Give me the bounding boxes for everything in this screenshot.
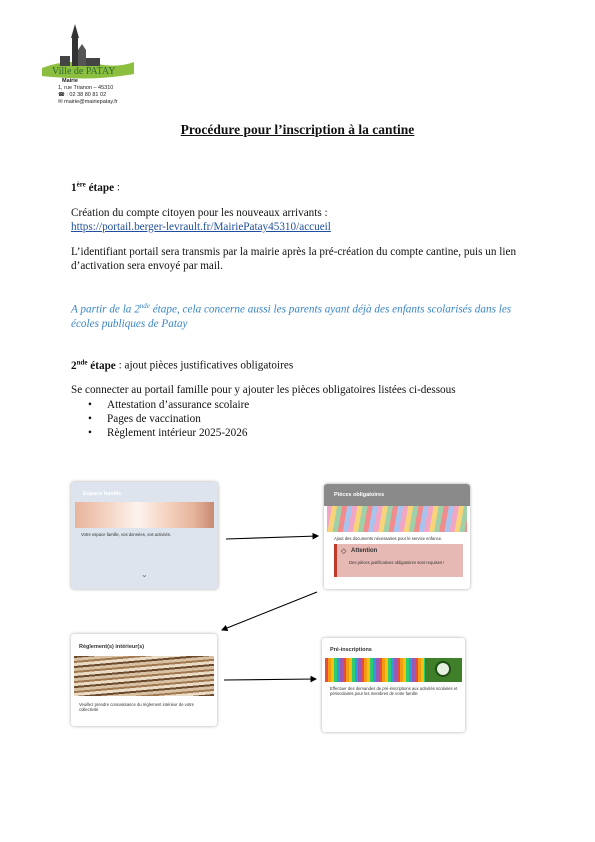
list-item: • Attestation d’assurance scolaire [71, 398, 249, 412]
alert-text: Des pièces justificatives obligatoires sont requises ! [349, 560, 445, 565]
note-paragraph: A partir de la 2nde étape, cela concerne aussi les parents ayant déjà des enfants scolarisés dans les écoles publiques de Patay [71, 302, 512, 330]
header-mairie: Mairie [62, 78, 78, 84]
header-address: 1, rue Trianon – 45310 [58, 85, 114, 91]
alert-title: Attention [351, 548, 378, 554]
chevron-down-icon[interactable]: ⌄ [141, 570, 148, 579]
card-title: Pré-inscriptions [330, 647, 372, 653]
step1-line: Création du compte citoyen pour les nouveaux arrivants : [71, 207, 328, 219]
arrow-3 [224, 679, 316, 680]
step1-heading: 1ère étape : [71, 180, 120, 194]
step2-intro: Se connecter au portail famille pour y ajouter les pièces obligatoires listées ci-dessous [71, 384, 456, 396]
card-desc: Ajout des documents nécessaires pour le service enfance. [334, 536, 443, 541]
list-item: • Règlement intérieur 2025-2026 [71, 426, 249, 440]
page-title: Procédure pour l’inscription à la cantine [180, 122, 415, 137]
list-item: • Pages de vaccination [71, 412, 249, 426]
logo-text: Ville de PATAY [52, 66, 116, 77]
portal-link[interactable]: https://portail.berger-levrault.fr/MairiePatay45310/accueil [71, 221, 331, 233]
header-phone: ☎ : 02 38 80 81 02 [58, 92, 107, 98]
card-title: Espace famille [83, 491, 122, 497]
arrow-2 [222, 592, 317, 630]
arrow-1 [226, 536, 318, 539]
step1-paragraph: L’identifiant portail sera transmis par la mairie après la pré-création du compte cantine, puis un lien d’activation sera envoyé par mail. [71, 246, 517, 272]
step2-heading: 2nde étape : ajout pièces justificatives obligatoires [71, 358, 294, 372]
warning-icon: ◇ [341, 548, 347, 555]
header-email: ✉ mairie@mairiepatay.fr [58, 99, 118, 105]
card-title: Pièces obligatoires [334, 492, 385, 498]
card-desc: Votre espace famille, vos données, vos activités. [81, 532, 172, 537]
card-title: Règlement(s) intérieur(s) [79, 644, 145, 650]
card-desc: Veuillez prendre connaissance du règlement intérieur de votre collectivité [79, 702, 194, 713]
card-desc: Effectuer des demandes de pré-inscriptions aux activités scolaires et périscolaires pour les membres de votre famille [330, 686, 458, 697]
